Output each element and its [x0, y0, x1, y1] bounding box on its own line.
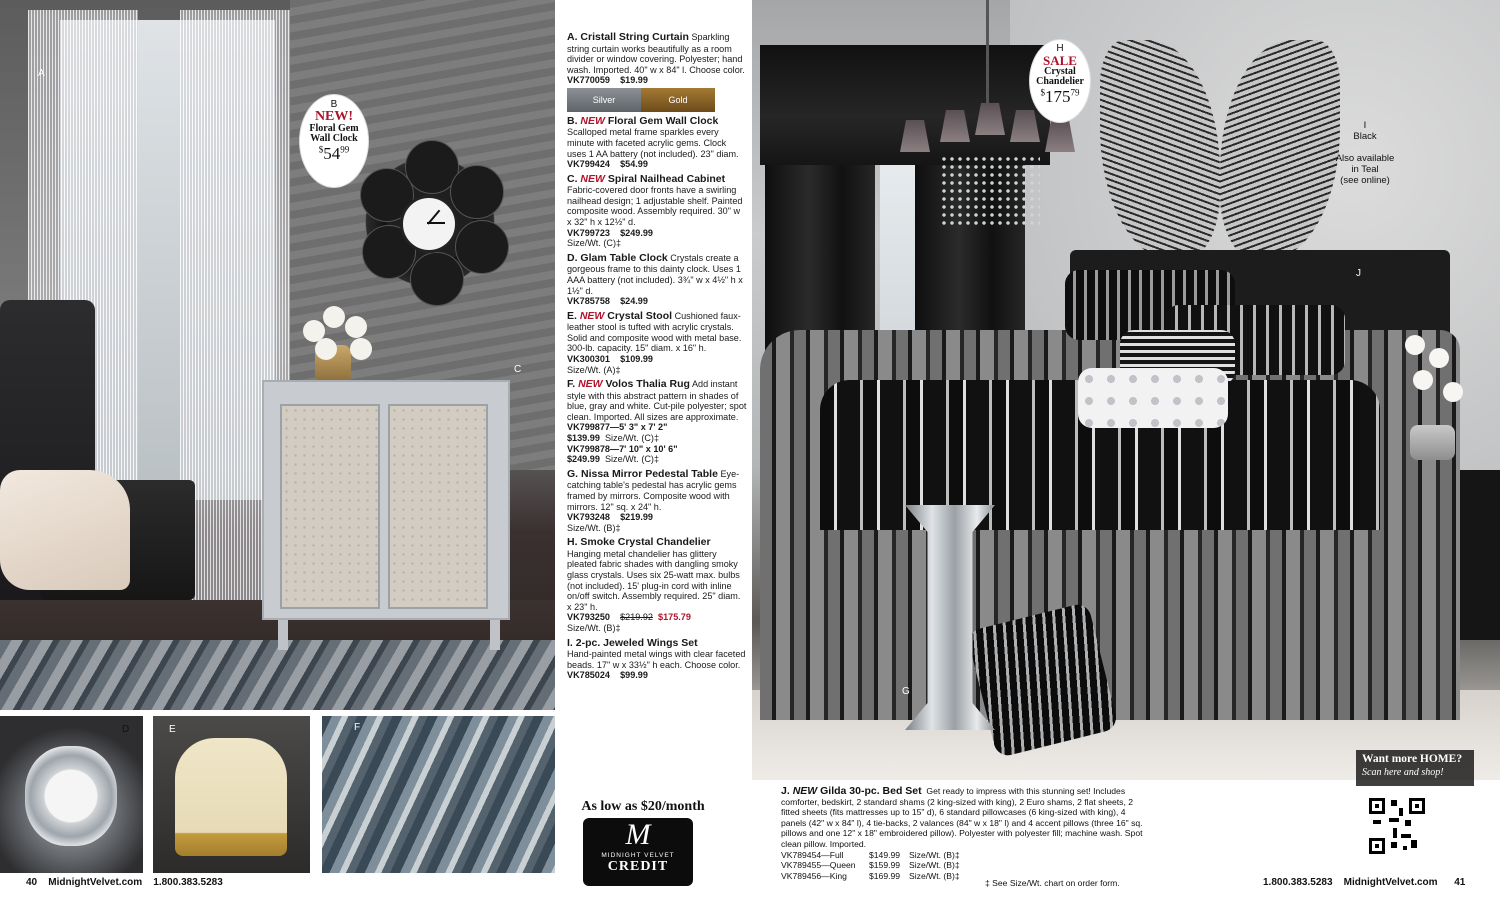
glam-table-clock: [25, 746, 117, 846]
rug: [0, 640, 555, 710]
badge-floral-gem-wall-clock: [300, 95, 368, 187]
item-f: F. NEW Volos Thalia Rug Add instant style with this abstract pattern in shades of blue, gray and white. Cut-pile polyester; spot clean. Imported. All sizes are approximate. VK799877—5' 3" x 7' 2" $139.99 Size/Wt. (C)‡ VK799878—7' 10" x 10' 6" $249.99 Size/Wt. (C)‡: [567, 378, 747, 465]
item-c-body: Fabric-covered door fronts have a swirling nailhead design; 1 adjustable shelf. Painted composite wood. Assembly required. 30" w x 32" h x 12½" d.: [567, 185, 743, 228]
item-h: [567, 537, 747, 633]
photo-volos-thalia-rug: [322, 716, 555, 873]
item-f-body: Add instant style with this abstract pattern in shades of blue, gray and white. Cut-pile polyester; spot clean. Imported. All sizes are approximate.: [567, 379, 747, 422]
footer-right: [1263, 877, 1465, 888]
badge-kicker: NEW!: [314, 109, 354, 124]
item-d: [567, 253, 747, 307]
item-d-price: $24.99: [620, 296, 648, 307]
clock-petal: [455, 220, 509, 274]
wings-also-2: in Teal: [1351, 164, 1379, 175]
want-more-line2: Scan here and shop!: [1362, 767, 1444, 778]
bed-set-price-table: [781, 850, 1146, 882]
table-row: VK789454—Full $149.99 Size/Wt. (B)‡: [781, 849, 960, 860]
footer-site[interactable]: MidnightVelvet.com: [1343, 877, 1438, 888]
item-c: C. NEW Spiral Nailhead Cabinet Fabric-covered door fronts have a swirling nailhead design; 1 adjustable shelf. Painted composite wood. Assembly required. 30" w x 32" h x 12½" d. VK799723 $249.99 Size/Wt. (C)‡: [567, 172, 743, 249]
badge-price: $^{\$}54^{99}$: [318, 144, 350, 163]
crystal-stool: [175, 738, 287, 856]
footer-phone: 1.800.383.5283: [153, 877, 223, 888]
item-i-price: $99.99: [620, 670, 648, 681]
bed-set-title: Gilda 30-pc. Bed Set: [820, 785, 922, 797]
badge-crystal-chandelier: [1030, 40, 1090, 122]
wings-also-1: Also available: [1335, 153, 1395, 164]
item-b: B. NEW Floral Gem Wall Clock Scalloped metal frame sparkles every minute with faceted acrylic gems. Clock uses 1 AA battery (not included). 23" diam. VK799424 $54.99: [567, 114, 739, 170]
item-b-body: Scalloped metal frame sparkles every minute with faceted acrylic gems. Clock uses 1 AA battery (not included). 23" diam.: [567, 127, 739, 159]
photo-label-c: C: [514, 364, 522, 375]
item-h-old-price: $219.92: [620, 612, 653, 623]
item-g-body: Eye-catching table's pedestal has acrylic gems framed by mirrors. Composite wood with mirrors. 12" sq. x 24" h.: [567, 468, 740, 512]
photo-label-g: G: [902, 686, 910, 697]
swatch-silver[interactable]: Silver: [567, 88, 641, 112]
item-e-body: Cushioned faux-leather stool is tufted with acrylic crystals. Solid and composite wood with metal base. 300-lb. capacity. 15" diam. x 16" h.: [567, 310, 742, 354]
item-f-sku-2: VK799878—7' 10" x 10' 6": [567, 443, 678, 454]
item-h-sku: VK793250: [567, 612, 610, 623]
want-more-line1: Want more HOME?: [1362, 753, 1463, 765]
item-c-price: $249.99: [620, 227, 653, 238]
badge-line2: Wall Clock: [310, 133, 358, 144]
photo-label-j: J: [1356, 268, 1361, 279]
room-photo-left: [0, 0, 555, 710]
clock-petal: [450, 165, 504, 219]
item-f-title: Volos Thalia Rug: [605, 378, 690, 391]
photo-crystal-stool: [153, 716, 310, 873]
clock-face: [400, 195, 458, 253]
item-h-body: Hanging metal chandelier has glittery pleated fabric shades with dangling smoky glass crystals. Uses six 25-watt max. bulbs (not included). 15' plug-in cord with inline on/off switch. Assembly required. 25" diam. x 23" h.: [567, 548, 741, 612]
item-g: [567, 469, 747, 533]
white-orchid: [1395, 330, 1475, 460]
product-descriptions: [567, 32, 747, 685]
new-tag: NEW: [579, 309, 605, 322]
item-b-sku: VK799424: [567, 159, 610, 170]
badge-letter: H: [1056, 43, 1064, 54]
cabinet-door: [280, 404, 380, 609]
item-f-price-1: $139.99: [567, 433, 600, 444]
logo-monogram: M: [625, 818, 651, 851]
accent-pillow: [1078, 368, 1228, 428]
badge-line1: Floral Gem: [309, 123, 359, 134]
item-h-sale-price: $175.79: [658, 612, 691, 623]
page-number: 40: [26, 877, 38, 888]
item-d-sku: VK785758: [567, 296, 610, 307]
badge-line2: Chandelier: [1036, 76, 1084, 87]
clock-petal: [410, 252, 464, 306]
new-tag: NEW: [580, 114, 605, 127]
item-a-price: $19.99: [620, 75, 648, 86]
cabinet-door: [388, 404, 488, 609]
item-i-title: I. 2-pc. Jeweled Wings Set: [567, 636, 698, 649]
item-f-size-2: Size/Wt. (C)‡: [604, 454, 659, 465]
item-i-sku: VK785024: [567, 670, 610, 681]
footer-site[interactable]: MidnightVelvet.com: [48, 877, 143, 888]
item-g-title: G. Nissa Mirror Pedestal Table: [567, 467, 718, 480]
faux-fur-throw: [0, 470, 130, 590]
item-a-body: Sparkling string curtain works beautifully as a room divider or window covering. Polyester; hand wash. Imported. 40" w x 84" l. Choose color.: [567, 32, 745, 75]
item-h-title: H. Smoke Crystal Chandelier: [567, 536, 711, 549]
item-d-body: Crystals create a gorgeous frame to this dainty clock. Uses 1 AAA battery (not included). 3¾" w x 4½" h x 1½" d.: [567, 252, 743, 296]
item-a: [567, 32, 747, 112]
photo-label-e: E: [169, 724, 176, 735]
item-i: [567, 638, 747, 681]
badge-price: $^{\$}175^{79}$: [1040, 87, 1080, 106]
logo-line1: MIDNIGHT VELVET: [601, 852, 675, 859]
new-tag: NEW: [580, 172, 605, 185]
wings-also-3: (see online): [1340, 175, 1390, 186]
swatch-gold[interactable]: Gold: [641, 88, 715, 112]
midnight-velvet-credit-logo[interactable]: [583, 818, 693, 886]
photo-label-a: A: [38, 68, 45, 79]
badge-kicker: SALE: [1043, 53, 1077, 68]
cabinet-leg: [490, 620, 500, 650]
spiral-nailhead-cabinet: [262, 380, 510, 620]
item-b-price: $54.99: [620, 159, 648, 170]
white-roses: [295, 300, 385, 370]
item-g-size: Size/Wt. (B)‡: [567, 522, 621, 533]
color-swatches: [567, 88, 747, 112]
item-g-price: $219.99: [620, 512, 653, 523]
table-row: VK789456—King $169.99 Size/Wt. (B)‡: [781, 870, 960, 881]
cabinet-leg: [278, 620, 288, 650]
item-e-price: $109.99: [620, 353, 653, 364]
page-number: 41: [1454, 877, 1466, 888]
new-tag: NEW: [578, 378, 603, 391]
footer-phone: 1.800.383.5283: [1263, 877, 1333, 888]
badge-letter: B: [330, 99, 338, 110]
item-e-sku: VK300301: [567, 353, 610, 364]
item-d-title: D. Glam Table Clock: [567, 251, 668, 264]
item-f-size-1: Size/Wt. (C)‡: [604, 433, 659, 444]
logo-line2: CREDIT: [607, 859, 669, 874]
wings-letter: I: [1363, 120, 1367, 131]
item-b-title: Floral Gem Wall Clock: [607, 114, 719, 127]
item-f-sku-1: VK799877—5' 3" x 7' 2": [567, 422, 668, 433]
item-e-title: Crystal Stool: [607, 309, 673, 322]
item-c-title: Spiral Nailhead Cabinet: [607, 172, 726, 185]
item-c-sku: VK799723: [567, 227, 610, 238]
item-a-title: A. Cristall String Curtain: [567, 31, 689, 43]
credit-offer: As low as $20/month: [581, 799, 705, 814]
size-chart-note: ‡ See Size/Wt. chart on order form.: [985, 878, 1120, 888]
item-e-size: Size/Wt. (A)‡: [567, 364, 621, 375]
bed-set-body: Get ready to impress with this stunning set! Includes comforter, bedskirt, 2 standard shams (2 king-sized with king), 2 Euro shams, 2 flat sheets, 2 fitted sheets (fits mattresses up to 15" d), 6 standard pillowcases (6 king-sized with king), 4 panels (42" w x 84" l), 4 tie-backs, 2 valances (84" w x 18" l) and 4 accent pillows (three 16" sq. pillows and one 12" x 18" embroidered pillow). Polyester with polyester fill; machine wash. Spot clean pillow. Imported.: [781, 786, 1143, 849]
want-more-home: [1356, 750, 1474, 786]
photo-label-f: F: [354, 722, 361, 733]
item-e: E. NEW Crystal Stool Cushioned faux-leather stool is tufted with acrylic crystals. Solid and composite wood with metal base. 300-lb. capacity. 15" diam. x 16" h. VK300301 $109.99 Size/Wt. (A)‡: [567, 309, 742, 375]
qr-code-icon[interactable]: [1365, 794, 1429, 858]
item-g-sku: VK793248: [567, 512, 610, 523]
item-h-size: Size/Wt. (B)‡: [567, 622, 621, 633]
photo-label-d: D: [122, 724, 130, 735]
item-i-body: Hand-painted metal wings with clear faceted beads. 17" w x 33½" h each. Choose color.: [567, 649, 746, 670]
footer-left: [26, 877, 223, 888]
wings-color: Black: [1353, 131, 1377, 142]
table-row: VK789455—Queen $159.99 Size/Wt. (B)‡: [781, 860, 960, 871]
photo-glam-table-clock: [0, 716, 143, 873]
item-f-price-2: $249.99: [567, 454, 600, 465]
badge-line1: Crystal: [1044, 66, 1076, 77]
bed-set-description: J. NEW Gilda 30-pc. Bed Set Get ready to impress with this stunning set! Includes comforter, bedskirt, 2 standard shams (2 king-sized with king), 2 Euro shams, 2 flat sheets, 2 fitted sheets (fits mattresses up to 15" d), 6 standard pillowcases (6 king-sized with king), 4 panels (42" w x 84" l), 4 tie-backs, 2 valances (84" w x 18" l) and 4 accent pillows (three 16" sq. pillows and one 12" x 18" embroidered pillow). Polyester with polyester fill; machine wash. Spot clean pillow. Imported. VK789454—Full $149.99 Size/Wt. (B)‡ VK789455—Queen $159.99 Size/Wt. (B)‡ VK789456—King $169.99 Size/Wt. (B)‡: [781, 786, 1146, 881]
item-c-size: Size/Wt. (C)‡: [567, 238, 622, 249]
new-tag: NEW: [792, 785, 818, 797]
wings-color-note: [1325, 120, 1405, 186]
item-a-sku: VK770059: [567, 75, 610, 86]
